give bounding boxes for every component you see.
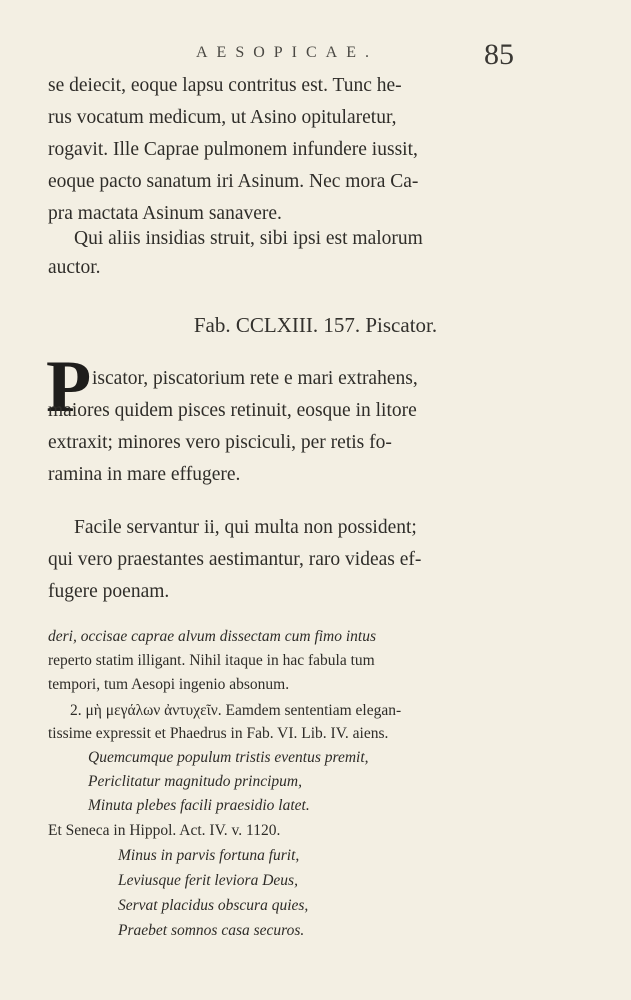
moral1-line-2: auctor. [48,257,101,278]
note-verse-4: Minus in parvis fortuna furit, [118,847,300,864]
running-title: AESOPICAE. [196,44,379,61]
moral2-line-3: fugere poenam. [48,581,170,602]
dropcap-letter: P [46,346,92,428]
note-line-5: tissime expressit et Phaedrus in Fab. VI. Lib. IV. aiens. [48,725,389,742]
note-verse-7: Praebet somnos casa securos. [118,922,305,939]
paragraph1-line-4: eoque pacto sanatum iri Asinum. Nec mora Ca- [48,171,419,192]
paragraph1-line-3: rogavit. Ille Caprae pulmonem infundere iussit, [48,139,418,160]
note-verse-1: Quemcumque populum tristis eventus premit, [88,749,369,766]
moral2-line-1: Facile servantur ii, qui multa non possident; [74,517,417,538]
note-verse-2: Periclitatur magnitudo principum, [88,773,302,790]
fable-title: Fab. CCLXIII. 157. Piscator. [193,313,438,337]
page-number: 85 [484,38,514,71]
note-line-3: tempori, tum Aesopi ingenio absonum. [48,676,290,693]
paragraph1-line-2: rus vocatum medicum, ut Asino opitularetur, [48,107,397,128]
running-head [0,38,631,70]
paragraph1-line-1: se deiecit, eoque lapsu contritus est. Tunc he- [48,75,402,96]
fable-line-2: maiores quidem pisces retinuit, eosque in litore [48,400,417,421]
note-line-1: deri, occisae caprae alvum dissectam cum fimo intus [48,628,377,645]
fable-line-4: ramina in mare effugere. [48,464,241,485]
note-line-6: Et Seneca in Hippol. Act. IV. v. 1120. [48,822,281,839]
note-verse-6: Servat placidus obscura quies, [118,897,309,914]
fable-line-3: extraxit; minores vero pisciculi, per retis fo- [48,432,392,453]
moral1-line-1: Qui aliis insidias struit, sibi ipsi est malorum [74,228,423,249]
fable-line-1: iscator, piscatorium rete e mari extrahens, [92,368,418,389]
note-verse-5: Leviusque ferit leviora Deus, [118,872,298,889]
note-line-2: reperto statim illigant. Nihil itaque in hac fabula tum [48,652,375,669]
note-verse-3: Minuta plebes facili praesidio latet. [88,797,310,814]
note-line-4: 2. μὴ μεγάλων ἀντυχεῖν. Eamdem sententiam elegan- [70,702,402,719]
paragraph1-line-5: pra mactata Asinum sanavere. [48,203,282,224]
moral2-line-2: qui vero praestantes aestimantur, raro videas ef- [48,549,422,570]
